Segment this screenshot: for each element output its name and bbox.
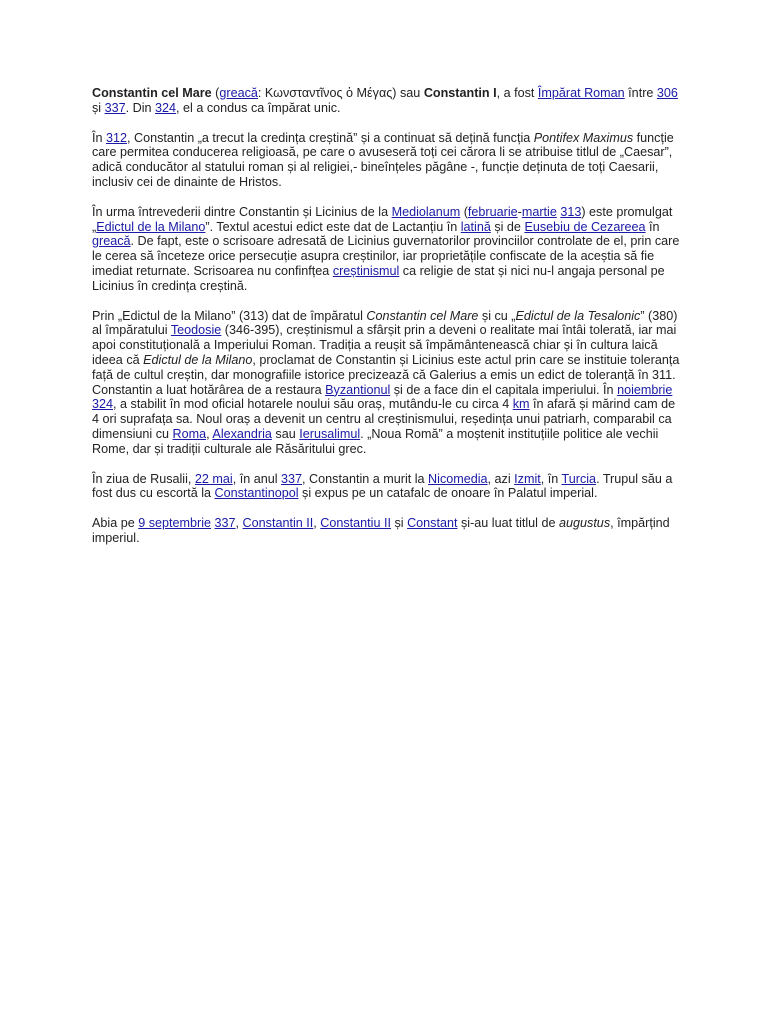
link-9-septembrie[interactable]: 9 septembrie	[138, 516, 212, 531]
link-constantiu-ii[interactable]: Constantiu II	[320, 516, 391, 531]
text: În ziua de Rusalii,	[92, 471, 195, 486]
italic-text: augustus	[559, 516, 611, 531]
text: . De fapt, este o scrisoare adresată de Licinius guvernatorilor provinciilor controlate de el, prin care le cerea să înceteze orice persecuție asupra creștinilor, iar proprietățile confiscate de la aceștia să fie imediat returnate. Scrisoarea nu confinfțea	[92, 234, 680, 278]
text: (	[211, 86, 220, 100]
text: , în anul	[232, 471, 282, 486]
text: , în	[540, 471, 562, 486]
text: ,	[235, 516, 243, 531]
text: În	[92, 130, 107, 145]
text: și de a face din el capitala imperiului. În	[390, 382, 618, 397]
link-noiembrie[interactable]: noiembrie	[617, 382, 673, 397]
link-roma[interactable]: Roma	[172, 426, 207, 441]
text: . Trupul său a fost dus cu escortă la	[92, 471, 673, 501]
text: : Κωνσταντῖνος ὁ Μέγας) sau	[257, 86, 424, 100]
paragraph-tolerance	[92, 309, 682, 457]
paragraph-death	[92, 472, 682, 502]
italic-text: Constantin cel Mare	[366, 308, 479, 323]
text: sau	[271, 426, 300, 441]
text: , a stabilit în mod oficial hotarele noului său oraș, mutându-le cu circa 4	[113, 397, 513, 412]
text: Prin „Edictul de la Milano” (313) dat de împăratul	[92, 308, 367, 323]
text: funcție care permitea conducerea religioasă, pe care o avuseseră toți cei cărora li se atribuise titlul de „Caesar”, adică conducător al statului roman și al religiei,- bineînțeles păgâne -, funcție deținuta de toți Caesarii, inclusiv cei de dinainte de Hristos.	[92, 130, 674, 189]
article-body	[92, 86, 682, 561]
italic-text: Edictul de la Milano	[143, 352, 253, 367]
bold-text: Constantin I	[423, 86, 497, 100]
italic-text: Edictul de la Tesalonic	[515, 308, 641, 323]
link-nicomedia[interactable]: Nicomedia	[428, 471, 488, 486]
link-februarie[interactable]: februarie	[467, 204, 518, 219]
link-constant[interactable]: Constant	[407, 516, 458, 531]
link-year-324[interactable]: 324	[155, 100, 177, 115]
link-year-324[interactable]: 324	[92, 397, 114, 412]
text: și cu „	[478, 308, 516, 323]
link-izmit[interactable]: Izmit	[514, 471, 541, 486]
text: Abia pe	[92, 516, 139, 531]
link-latina[interactable]: latină	[460, 219, 491, 234]
link-constantinopol[interactable]: Constantinopol	[214, 486, 299, 501]
text: . Din	[125, 100, 156, 115]
bold-text: Constantin cel Mare	[92, 86, 212, 100]
text: și de	[490, 219, 525, 234]
text: . „Noua Romă” a moștenit instituțiile politice ale vechii Rome, dar și tradiții culturale ale Răsăritului grec.	[92, 426, 659, 456]
link-year-313[interactable]: 313	[560, 204, 582, 219]
paragraph-edict	[92, 205, 682, 294]
link-alexandria[interactable]: Alexandria	[212, 426, 272, 441]
text: , împărțind imperiul.	[92, 516, 670, 545]
link-year-337[interactable]: 337	[104, 100, 126, 115]
link-greaca[interactable]: greacă	[92, 234, 131, 249]
text: ca religie de stat și nici nu-l angaja personal pe Licinius în credința creștină.	[92, 263, 665, 293]
link-crestinismul[interactable]: creștinismul	[332, 263, 400, 278]
text: și-au luat titlul de	[457, 516, 559, 531]
link-22-mai[interactable]: 22 mai	[194, 471, 233, 486]
text: , proclamat de Constantin și Licinius este actul prin care se instituie toleranța față de cultul creștin, dar monografiile istorice precizează că Galerius a emis un edict de toleranță în 311. Constantin a luat hotărârea de a restaura	[92, 352, 680, 397]
link-imparat-roman[interactable]: Împărat Roman	[537, 86, 625, 100]
text: (346-395), creștinismul a sfârșit prin a deveni o realitate mai întâi tolerată, iar mai apoi constituțională a Imperiului Roman. Tradiția a reușit să împământenească chiar și în cultura laică ideea că	[92, 323, 677, 367]
text: , azi	[487, 471, 515, 486]
link-constantin-ii[interactable]: Constantin II	[242, 516, 314, 531]
text: , Constantin „a trecut la credința creștină” și a continuat să dețină funcția	[127, 130, 534, 145]
text: în	[645, 219, 660, 234]
text: ” (380) al împăratului	[92, 308, 678, 338]
text: ) este promulgat „	[92, 204, 673, 234]
link-eusebiu-cezareea[interactable]: Eusebiu de Cezareea	[524, 219, 646, 234]
text: și expus pe un catafalc de onoare în Palatul imperial.	[298, 486, 598, 501]
text: ,	[313, 516, 321, 531]
link-year-312[interactable]: 312	[106, 130, 128, 145]
text: și	[92, 100, 105, 115]
text: , a fost	[496, 86, 538, 100]
link-year-306[interactable]: 306	[656, 86, 678, 100]
paragraph-pontifex	[92, 131, 682, 190]
link-km[interactable]: km	[512, 397, 530, 412]
paragraph-succession	[92, 516, 682, 546]
text: ,	[206, 426, 213, 441]
text: între	[624, 86, 657, 100]
text: , el a condus ca împărat unic.	[176, 100, 341, 115]
link-year-337[interactable]: 337	[214, 516, 236, 531]
link-mediolanum[interactable]: Mediolanum	[391, 204, 461, 219]
paragraph-intro	[92, 86, 682, 116]
link-edictul-milano[interactable]: Edictul de la Milano	[96, 219, 206, 234]
link-martie[interactable]: martie	[521, 204, 557, 219]
link-byzantionul[interactable]: Byzantionul	[325, 382, 391, 397]
text: (	[460, 204, 468, 219]
link-turcia[interactable]: Turcia	[561, 471, 597, 486]
text: În urma întrevederii dintre Constantin și Licinius de la	[92, 204, 392, 219]
link-greaca[interactable]: greacă	[219, 86, 258, 100]
link-teodosie[interactable]: Teodosie	[170, 323, 222, 338]
text: , Constantin a murit la	[302, 471, 429, 486]
text: -	[517, 204, 522, 219]
text: și	[390, 516, 408, 531]
text: în afară și mărind cam de 4 ori suprafața sa. Noul oraș a devenit un centru al creștinismului, reședința unui patriarh, comparabil ca dimensiuni cu	[92, 397, 676, 441]
link-ierusalimul[interactable]: Ierusalimul	[299, 426, 361, 441]
italic-text: Pontifex Maximus	[533, 130, 634, 145]
link-year-337[interactable]: 337	[281, 471, 303, 486]
text: ”. Textul acestui edict este dat de Lactanțiu în	[205, 219, 461, 234]
